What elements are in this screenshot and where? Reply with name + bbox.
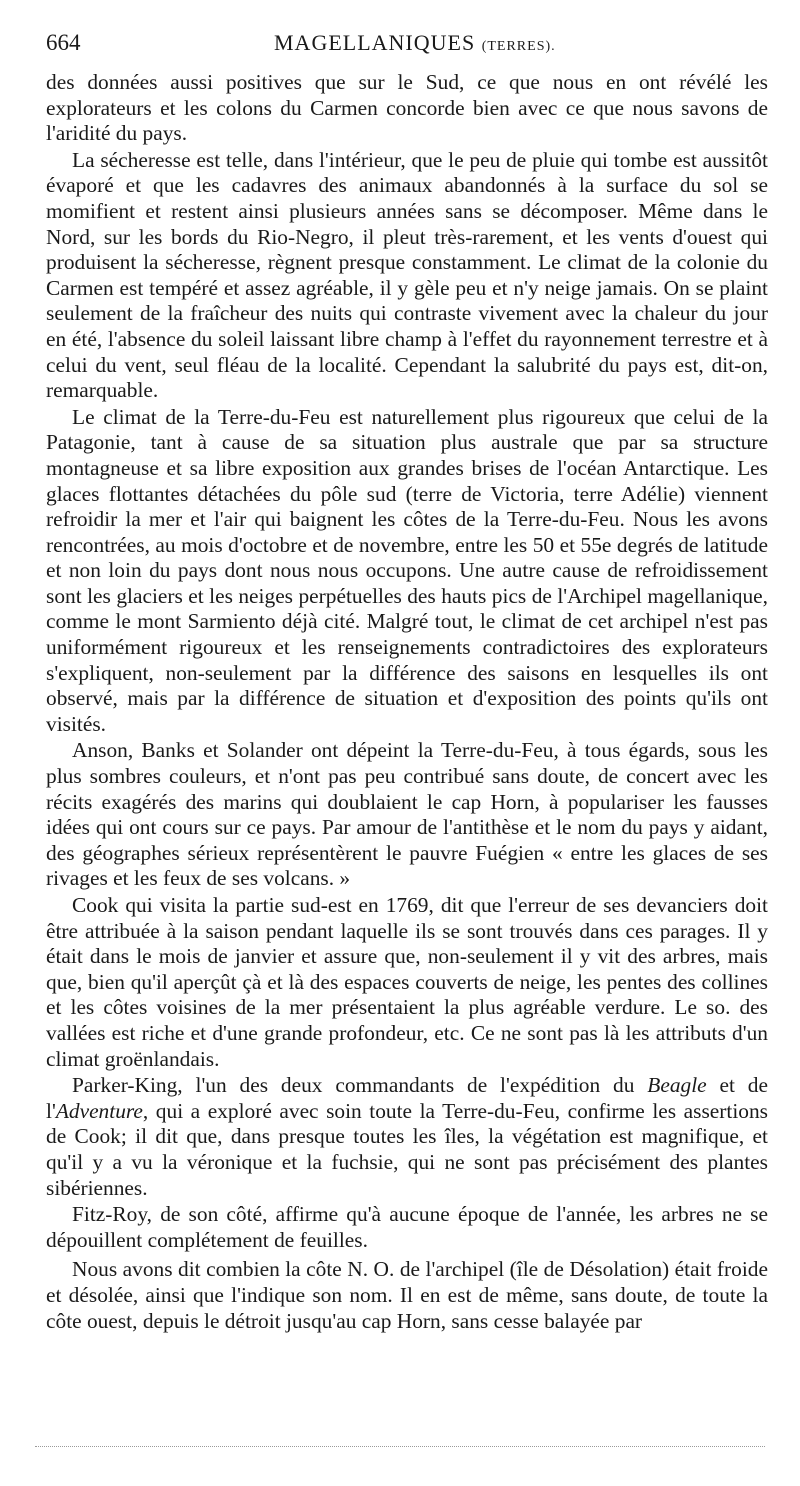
parker-king-text-start: Parker-King, l'un des deux commandants de l'expédition du bbox=[72, 1073, 648, 1098]
body-text bbox=[46, 70, 768, 1334]
running-title-sub: (TERRES). bbox=[481, 39, 556, 54]
paragraph-anson-banks: Anson, Banks et Solander ont dépeint la Terre-du-Feu, à tous égards, sous les plus sombres couleurs, et n'ont pas peu contribué sans doute, de concert avec les récits exagérés des marins qui doublaient le cap Horn, à populariser les fausses idées qui ont cours sur ce pays. Par amour de l'antithèse et le nom du pays y aidant, des géographes sérieux représentèrent le pauvre Fuégien « entre les glaces de ses rivages et les feux de ses volcans. » bbox=[46, 738, 768, 891]
paragraph-parker-king bbox=[46, 1073, 768, 1201]
paragraph-secheresse: La sécheresse est telle, dans l'intérieur, que le peu de pluie qui tombe est aussitôt évaporé et que les cadavres des animaux abandonnés à la surface du sol se momifient et restent ainsi plusieurs années sans se décomposer. Même dans le Nord, sur les bords du Rio-Negro, il pleut très-rarement, et les vents d'ouest qui produisent la sécheresse, règnent presque constamment. Le climat de la colonie du Carmen est tempéré et assez agréable, il y gèle peu et n'y neige jamais. On se plaint seulement de la fraîcheur des nuits qui contraste vivement avec la chaleur du jour en été, l'absence du soleil laissant libre champ à l'effet du rayonnement terrestre et à celui du vent, seul fléau de la localité. Cependant la salubrité du pays est, dit-on, remarquable. bbox=[46, 147, 768, 403]
paragraph-cook: Cook qui visita la partie sud-est en 1769, dit que l'erreur de ses devanciers doit être attribuée à la saison pendant laquelle ils se sont trouvés dans ces parages. Il y était dans le mois de janvier et assure que, non-seulement il y vit des arbres, mais que, bien qu'il aperçût çà et là des espaces couverts de neige, les pentes des collines et les côtes voisines de la mer présentaient la plus agréable verdure. Le so. des vallées est riche et d'une grande profondeur, etc. Ce ne sont pas là les attributs d'un climat groënlandais. bbox=[46, 893, 768, 1071]
running-title-main: MAGELLANIQUES bbox=[274, 30, 476, 55]
ship-name-beagle: Beagle bbox=[647, 1073, 707, 1098]
running-head bbox=[46, 30, 766, 60]
paragraph-climat-terre-du-feu: Le climat de la Terre-du-Feu est naturellement plus rigoureux que celui de la Patagonie, tant à cause de sa situation plus australe que par sa structure montagneuse et sa libre exposition aux grandes brises de l'océan Antarctique. Les glaces flottantes détachées du pôle sud (terre de Victoria, terre Adélie) viennent refroidir la mer et l'air qui baignent les côtes de la Terre-du-Feu. Nous les avons rencontrées, au mois d'octobre et de novembre, entre les 50 et 55e degrés de latitude et non loin du pays dont nous nous occupons. Une autre cause de refroidissement sont les glaciers et les neiges perpétuelles des hauts pics de l'Archipel magellanique, comme le mont Sarmiento déjà cité. Malgré tout, le climat de cet archipel n'est pas uniformément rigoureux et les renseignements contradictoires des explorateurs s'expliquent, non-seulement par la différence des saisons en lesquelles ils ont observé, mais par la différence de situation et d'exposition des points qu'ils ont visités. bbox=[46, 404, 768, 736]
parker-king-text-end: , qui a exploré avec soin toute la Terre-du-Feu, confirme les assertions de Cook; il dit que, dans presque toutes les îles, la végétation est magnifique, et qu'il y a vu la véronique et la fuchsie, qui ne sont pas précisément des plantes sibériennes. bbox=[46, 1098, 768, 1200]
paragraph-aridity-intro: des données aussi positives que sur le Sud, ce que nous en ont révélé les explorateurs et les colons du Carmen concorde bien avec ce que nous savons de l'aridité du pays. bbox=[46, 70, 768, 146]
paragraph-cote-nord-ouest: Nous avons dit combien la côte N. O. de l'archipel (île de Désolation) était froide et désolée, ainsi que l'indique son nom. Il en est de même, sans doute, de toute la côte ouest, depuis le détroit jusqu'au cap Horn, sans cesse balayée par bbox=[46, 1257, 768, 1333]
running-title bbox=[274, 30, 556, 56]
paragraph-fitz-roy: Fitz-Roy, de son côté, affirme qu'à aucune époque de l'année, les arbres ne se dépouillent complétement de feuilles. bbox=[46, 1202, 768, 1252]
parker-king-text-middle: et de l' bbox=[46, 1073, 768, 1123]
ship-name-adventure: Adventure bbox=[55, 1098, 143, 1123]
bottom-page-dotted-rule bbox=[35, 1446, 765, 1447]
page-number: 664 bbox=[46, 30, 81, 55]
